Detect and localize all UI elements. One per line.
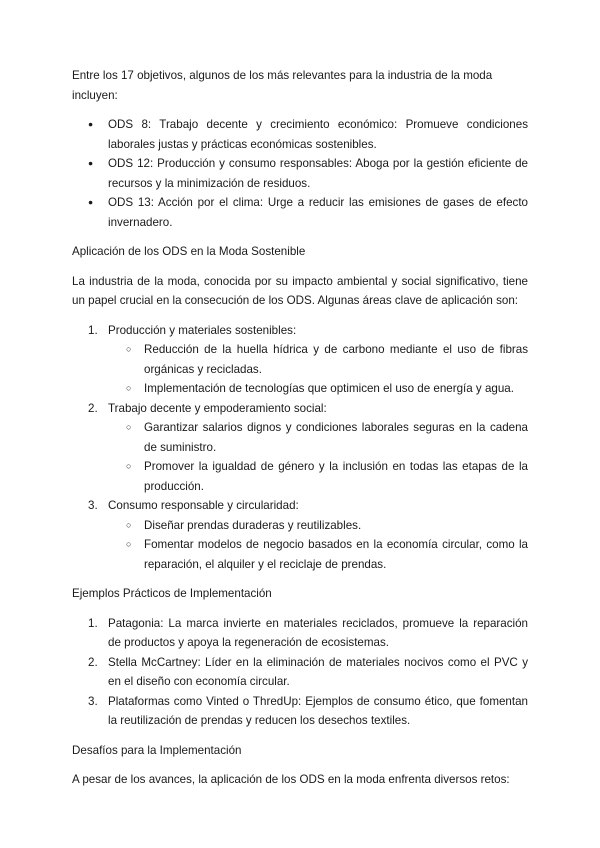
item-number: 3. xyxy=(88,694,98,708)
item-label: Trabajo decente y empoderamiento social: xyxy=(108,401,327,415)
sub-list xyxy=(108,340,528,399)
item-number: 2. xyxy=(88,401,98,415)
item-label: Producción y materiales sostenibles: xyxy=(108,323,297,337)
sub-list-item: ○ Fomentar modelos de negocio basados en la economía circular, como la reparación, el alquiler y el reciclaje de prendas. xyxy=(144,535,528,574)
ejemplos-list xyxy=(72,614,528,731)
sub-list-item: ○ Garantizar salarios dignos y condiciones laborales seguras en la cadena de suministro. xyxy=(144,418,528,457)
sub-list-item: ○ Implementación de tecnologías que optimicen el uso de energía y agua. xyxy=(144,379,528,399)
section-heading-aplicacion: Aplicación de los ODS en la Moda Sostenible xyxy=(72,245,306,258)
ejemplos-item xyxy=(88,692,528,731)
item-number: 1. xyxy=(88,323,98,337)
ods-list-item: ● ODS 8: Trabajo decente y crecimiento económico: Promueve condiciones laborales justas y prácticas económicas sostenibles. xyxy=(108,115,528,154)
sub-list-item: ○ Diseñar prendas duraderas y reutilizables. xyxy=(144,516,528,536)
ods-list-item: ● ODS 12: Producción y consumo responsables: Aboga por la gestión eficiente de recursos y la minimización de residuos. xyxy=(108,154,528,193)
desafios-paragraph: A pesar de los avances, la aplicación de los ODS en la moda enfrenta diversos retos: xyxy=(72,773,510,786)
sub-list xyxy=(108,418,528,496)
item-number: 3. xyxy=(88,499,98,512)
item-number: 1. xyxy=(88,616,98,630)
item-label: Consumo responsable y circularidad: xyxy=(108,499,299,512)
document-page xyxy=(72,66,528,800)
item-text: Patagonia: La marca invierte en materiales reciclados, promueve la reparación de productos y apoya la regeneración de ecosistemas. xyxy=(108,616,528,649)
ejemplos-item xyxy=(88,653,528,692)
aplicacion-list xyxy=(72,321,528,575)
item-text: Stella McCartney: Líder en la eliminación de materiales nocivos como el PVC y en el diseño con economía circular. xyxy=(108,655,528,688)
sub-list xyxy=(108,516,528,575)
sub-list-item: ○ Promover la igualdad de género y la inclusión en todas las etapas de la producción. xyxy=(144,457,528,496)
intro-paragraph: Entre los 17 objetivos, algunos de los más relevantes para la industria de la moda incluyen: xyxy=(72,69,493,102)
section-heading-desafios: Desafíos para la Implementación xyxy=(72,743,242,757)
aplicacion-item xyxy=(88,496,528,574)
ods-list xyxy=(72,115,528,232)
aplicacion-paragraph: La industria de la moda, conocida por su impacto ambiental y social significativo, tiene un papel crucial en la consecución de los ODS. Algunas áreas clave de aplicación son: xyxy=(72,274,528,307)
ods-list-item: ● ODS 13: Acción por el clima: Urge a reducir las emisiones de gases de efecto invernadero. xyxy=(108,193,528,232)
aplicacion-item xyxy=(88,399,528,497)
ejemplos-item xyxy=(88,614,528,653)
item-text: Plataformas como Vinted o ThredUp: Ejemplos de consumo ético, que fomentan la reutilización de prendas y reducen los desechos textiles. xyxy=(108,694,528,727)
section-heading-ejemplos: Ejemplos Prácticos de Implementación xyxy=(72,587,272,600)
sub-list-item: ○ Reducción de la huella hídrica y de carbono mediante el uso de fibras orgánicas y recicladas. xyxy=(144,340,528,379)
aplicacion-item xyxy=(88,321,528,399)
item-number: 2. xyxy=(88,655,98,669)
